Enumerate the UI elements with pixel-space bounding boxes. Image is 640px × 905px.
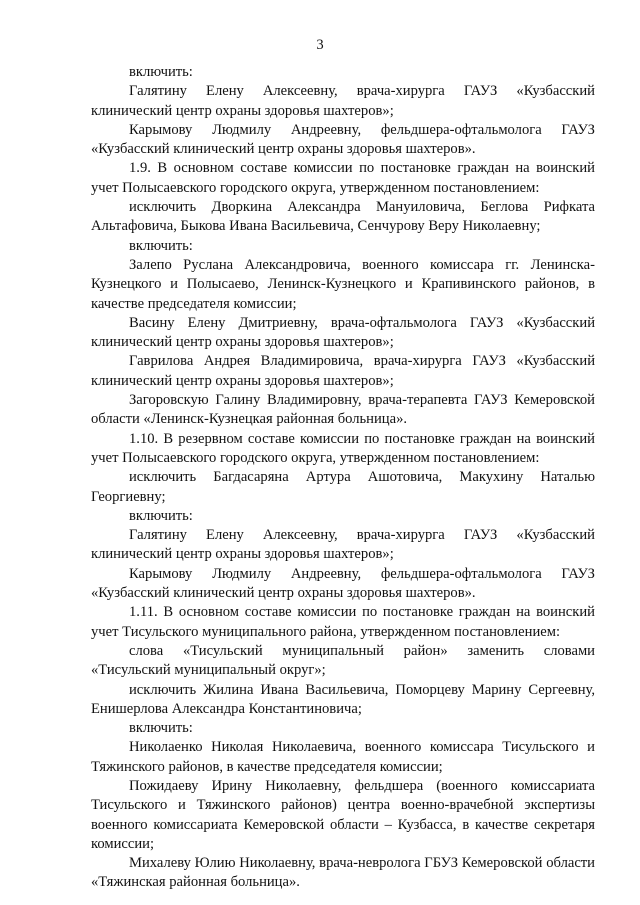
paragraph: 1.10. В резервном составе комиссии по постановке граждан на воинский учет Полысаевского городского округа, утвержденном постановлением: xyxy=(91,430,595,466)
paragraph: исключить Жилина Ивана Васильевича, Поморцеву Марину Сергеевну, Енишерлова Александра Константиновича; xyxy=(91,681,595,717)
paragraph: Николаенко Николая Николаевича, военного комиссара Тисульского и Тяжинского районов, в качестве председателя комиссии; xyxy=(91,739,595,775)
paragraph: Гаврилова Андрея Владимировича, врача-хирурга ГАУЗ «Кузбасский клинический центр охраны здоровья шахтеров»; xyxy=(91,353,595,389)
paragraph: Васину Елену Дмитриевну, врача-офтальмолога ГАУЗ «Кузбасский клинический центр охраны здоровья шахтеров»; xyxy=(91,314,595,351)
paragraph: Залепо Руслана Александровича, военного комиссара гг. Ленинска-Кузнецкого и Полысаево, Ленинск-Кузнецкого и Крапивинского районов, в качестве председателя комиссии; xyxy=(91,256,595,312)
paragraph: Галятину Елену Алексеевну, врача-хирурга ГАУЗ «Кузбасский клинический центр охраны здоровья шахтеров»; xyxy=(91,527,595,563)
paragraph: Галятину Елену Алексеевну, врача-хирурга ГАУЗ «Кузбасский клинический центр охраны здоровья шахтеров»; xyxy=(91,83,595,119)
paragraph: включить: xyxy=(129,237,193,254)
paragraph: Михалеву Юлию Николаевну, врача-невролога ГБУЗ Кемеровской области «Тяжинская районная больница». xyxy=(91,855,595,891)
paragraph: слова «Тисульский муниципальный район» заменить словами «Тисульский муниципальный округ»; xyxy=(91,642,595,679)
paragraph: 1.11. В основном составе комиссии по постановке граждан на воинский учет Тисульского муниципального района, утвержденном постановлением: xyxy=(91,604,595,640)
paragraph: Карымову Людмилу Андреевну, фельдшера-офтальмолога ГАУЗ «Кузбасский клинический центр охраны здоровья шахтеров». xyxy=(91,565,595,602)
paragraph: включить: xyxy=(129,507,193,524)
paragraph: включить: xyxy=(129,64,193,80)
paragraph: исключить Багдасаряна Артура Ашотовича, Макухину Наталью Георгиевну; xyxy=(91,469,595,505)
paragraph: включить: xyxy=(129,720,193,737)
paragraph: Пожидаеву Ирину Николаевну, фельдшера (военного комиссариата Тисульского и Тяжинского районов) центра военно-врачебной экспертизы военного комиссариата Кемеровской области – Кузбасса, в качестве секретаря комиссии; xyxy=(91,777,595,852)
document-body xyxy=(91,63,595,893)
page-number: 3 xyxy=(316,37,324,53)
paragraph: исключить Дворкина Александра Мануиловича, Беглова Рифката Альтафовича, Быкова Ивана Васильевича, Сенчурову Веру Николаевну; xyxy=(91,199,595,235)
paragraph: Карымову Людмилу Андреевну, фельдшера-офтальмолога ГАУЗ «Кузбасский клинический центр охраны здоровья шахтеров». xyxy=(91,121,595,158)
paragraph: 1.9. В основном составе комиссии по постановке граждан на воинский учет Полысаевского городского округа, утвержденном постановлением: xyxy=(91,160,595,196)
paragraph: Загоровскую Галину Владимировну, врача-терапевта ГАУЗ Кемеровской области «Ленинск-Кузнецкая районная больница». xyxy=(91,392,595,428)
